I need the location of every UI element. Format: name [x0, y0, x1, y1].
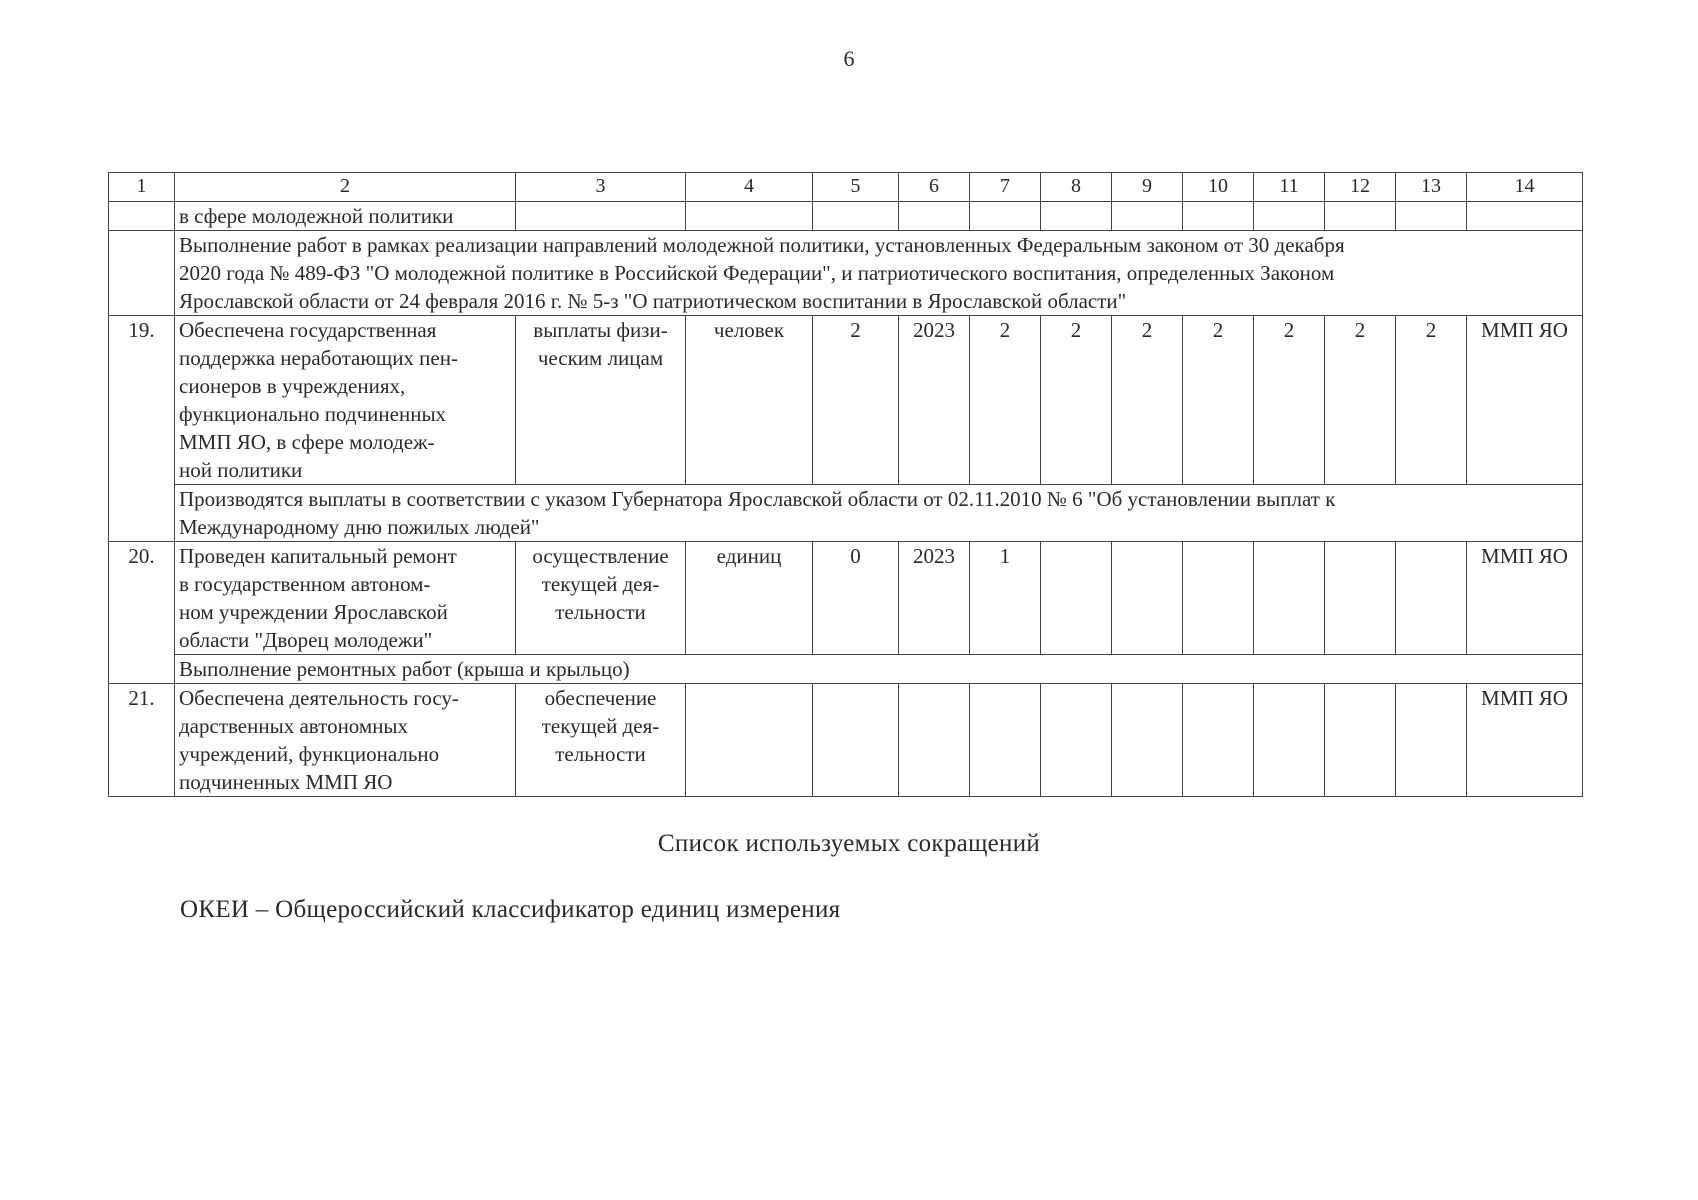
table-row	[109, 542, 1583, 655]
col-number: 6	[899, 173, 970, 202]
col-number: 4	[686, 173, 813, 202]
table-row	[109, 684, 1583, 797]
value-cell	[1396, 542, 1467, 655]
result-name-cell: Обеспечена государственная поддержка неработающих пен- сионеров в учреждениях, функционально подчиненных ММП ЯО, в сфере молодеж- ной политики	[175, 316, 516, 485]
col-number: 11	[1254, 173, 1325, 202]
table-row	[109, 202, 1583, 231]
value-cell	[1041, 542, 1112, 655]
value-cell	[1254, 542, 1325, 655]
note-row	[109, 231, 1583, 316]
value-cell: 2	[1396, 316, 1467, 485]
page-number: 6	[843, 46, 855, 71]
col-number: 5	[813, 173, 899, 202]
col-number: 10	[1183, 173, 1254, 202]
value-cell	[1254, 684, 1325, 797]
abbreviations-title: Список используемых сокращений	[657, 830, 1041, 857]
table-row	[109, 316, 1583, 485]
value-cell	[1041, 684, 1112, 797]
responsible-cell: ММП ЯО	[1467, 542, 1583, 655]
table-cell: в сфере молодежной политики	[175, 202, 516, 231]
value-cell: 2	[1112, 316, 1183, 485]
responsible-cell: ММП ЯО	[1467, 316, 1583, 485]
col-number: 7	[970, 173, 1041, 202]
result-name-cell: Обеспечена деятельность госу- дарственных автономных учреждений, функционально подчиненных ММП ЯО	[175, 684, 516, 797]
col-number: 1	[109, 173, 175, 202]
base-year-cell	[899, 684, 970, 797]
row-number: 21.	[109, 684, 175, 797]
row-number: 19.	[109, 316, 175, 542]
value-cell	[1112, 542, 1183, 655]
col-number: 12	[1325, 173, 1396, 202]
base-value-cell: 2	[813, 316, 899, 485]
value-cell	[1112, 684, 1183, 797]
value-cell: 2	[1325, 316, 1396, 485]
value-cell	[1183, 684, 1254, 797]
responsible-cell: ММП ЯО	[1467, 684, 1583, 797]
result-type-cell: осуществление текущей дея- тельности	[516, 542, 686, 655]
value-cell: 1	[970, 542, 1041, 655]
value-cell: 2	[1041, 316, 1112, 485]
base-value-cell	[813, 684, 899, 797]
base-year-cell: 2023	[899, 316, 970, 485]
note-row	[109, 655, 1583, 684]
note-cell: Выполнение работ в рамках реализации направлений молодежной политики, установленных Федеральным законом от 30 декабря 2020 года № 489-ФЗ "О молодежной политике в Российской Федерации", и патриотического воспитания, определенных Законом Ярославской области от 24 февраля 2016 г. № 5-з "О патриотическом воспитании в Ярославской области"	[175, 231, 1583, 316]
value-cell	[1183, 542, 1254, 655]
value-cell: 2	[1254, 316, 1325, 485]
result-type-cell: обеспечение текущей дея- тельности	[516, 684, 686, 797]
value-cell	[970, 684, 1041, 797]
result-type-cell: выплаты физи- ческим лицам	[516, 316, 686, 485]
unit-cell: единиц	[686, 542, 813, 655]
col-number: 8	[1041, 173, 1112, 202]
column-numbers-row	[109, 173, 1583, 202]
value-cell	[1325, 684, 1396, 797]
value-cell	[1396, 684, 1467, 797]
row-number: 20.	[109, 542, 175, 684]
note-cell: Производятся выплаты в соответствии с указом Губернатора Ярославской области от 02.11.2010 № 6 "Об установлении выплат к Международному дню пожилых людей"	[175, 485, 1583, 542]
col-number: 2	[175, 173, 516, 202]
col-number: 14	[1467, 173, 1583, 202]
col-number: 9	[1112, 173, 1183, 202]
note-row	[109, 485, 1583, 542]
indicators-table	[108, 172, 1583, 797]
unit-cell	[686, 684, 813, 797]
col-number: 13	[1396, 173, 1467, 202]
note-cell: Выполнение ремонтных работ (крыша и крыльцо)	[175, 655, 1583, 684]
value-cell: 2	[1183, 316, 1254, 485]
value-cell	[1325, 542, 1396, 655]
value-cell: 2	[970, 316, 1041, 485]
result-name-cell: Проведен капитальный ремонт в государственном автоном- ном учреждении Ярославской области "Дворец молодежи"	[175, 542, 516, 655]
base-year-cell: 2023	[899, 542, 970, 655]
base-value-cell: 0	[813, 542, 899, 655]
abbreviation-item: ОКЕИ – Общероссийский классификатор единиц измерения	[180, 896, 841, 923]
col-number: 3	[516, 173, 686, 202]
unit-cell: человек	[686, 316, 813, 485]
